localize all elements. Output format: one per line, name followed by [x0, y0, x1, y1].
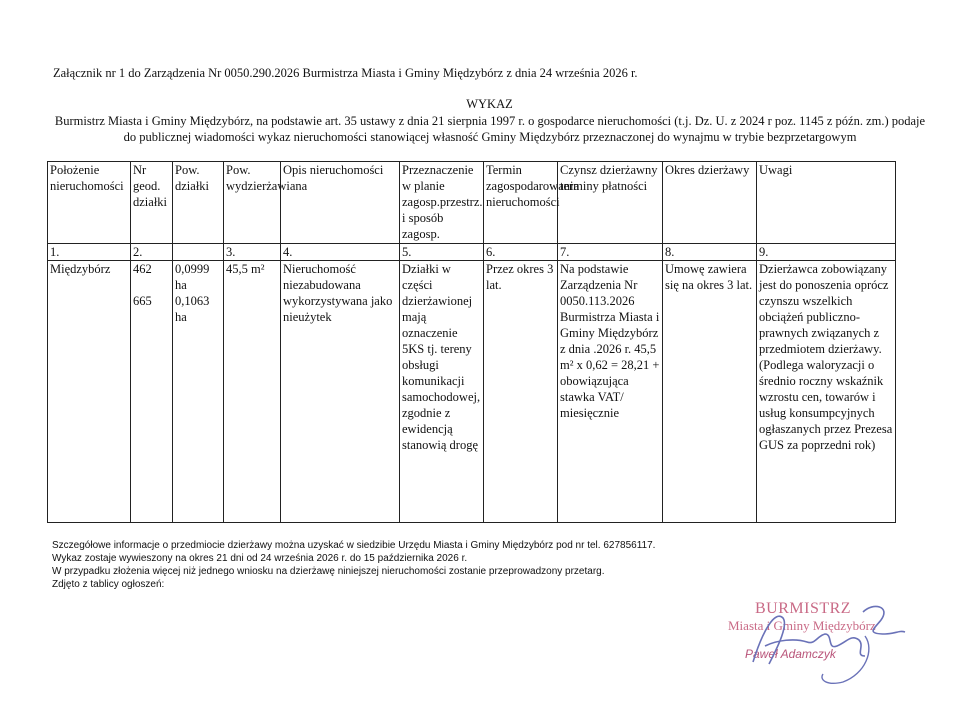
remarks-cell: Dzierżawca zobowiązany jest do ponoszenia oprócz czynszu wszelkich obciążeń publiczno-prawnych związanych z przedmiotem dzierżawy. (Podlega waloryzacji o średnio roczny wskaźnik wzrostu cen, towarów i usług konsumpcyjnych ogłaszanych przez Prezesa GUS za poprzedni rok) — [757, 261, 896, 523]
rent-cell: Na podstawie Zarządzenia Nr 0050.113.2026 Burmistrza Miasta i Gminy Międzybórz z dnia .2026 r. 45,5 m² x 0,62 = 28,21 + obowiązująca stawka VAT/ miesięcznie — [558, 261, 663, 523]
column-number: 7. — [558, 244, 663, 261]
leased-area-cell: 45,5 m² — [224, 261, 281, 523]
header-cell: Opis nieruchomości — [281, 162, 400, 244]
note-line: W przypadku złożenia więcej niż jednego wniosku na dzierżawę niniejszej nieruchomości zostanie przeprowadzony przetarg. — [52, 566, 605, 577]
header-cell: Przeznaczenie w planie zagosp.przestrz. i sposób zagosp. — [400, 162, 484, 244]
mayor-stamp — [715, 590, 915, 690]
intro-paragraph: Burmistrz Miasta i Gminy Międzybórz, na podstawie art. 35 ustawy z dnia 21 sierpnia 1997 r. o gospodarce nieruchomości (t.j. Dz. U. z 2024 r poz. 1145 z późn. zm.) podaje do publicznej wiadomości wykaz nieruchomości stanowiącej własność Gminy Międzybórz przeznaczonej do wynajmu w trybie bezprzetargowym — [54, 114, 926, 144]
header-cell: Nr geod. działki — [131, 162, 173, 244]
column-number: 3. — [224, 244, 281, 261]
table-header-row — [48, 162, 896, 244]
location-cell: Międzybórz — [48, 261, 131, 523]
property-table — [47, 161, 896, 523]
column-number: 6. — [484, 244, 558, 261]
stamp-name: Paweł Adamczyk — [745, 647, 836, 661]
development-term-cell: Przez okres 3 lat. — [484, 261, 558, 523]
column-number: 4. — [281, 244, 400, 261]
column-number: 2. — [131, 244, 173, 261]
area-value: 0,1063 ha — [175, 294, 210, 324]
parcel-cell — [131, 261, 173, 523]
stamp-title: BURMISTRZ — [755, 600, 852, 617]
header-cell: Pow. wydzierżawiana — [224, 162, 281, 244]
header-cell: Okres dzierżawy — [663, 162, 757, 244]
column-number — [173, 244, 224, 261]
header-cell: Położenie nieruchomości — [48, 162, 131, 244]
parcel-number: 665 — [133, 294, 152, 308]
attachment-line: Załącznik nr 1 do Zarządzenia Nr 0050.290.2026 Burmistrza Miasta i Gminy Międzybórz z dnia 24 września 2026 r. — [53, 66, 638, 80]
header-cell: Uwagi — [757, 162, 896, 244]
note-line: Zdjęto z tablicy ogłoszeń: — [52, 579, 165, 590]
header-cell: Pow. działki — [173, 162, 224, 244]
stamp-office: Miasta i Gminy Międzybórz — [728, 618, 876, 633]
purpose-cell: Działki w części dzierżawionej mają oznaczenie 5KS tj. tereny obsługi komunikacji samochodowej, zgodnie z ewidencją stanowią drogę — [400, 261, 484, 523]
lease-period-cell: Umowę zawiera się na okres 3 lat. — [663, 261, 757, 523]
header-cell: Czynsz dzierżawny terminy płatności — [558, 162, 663, 244]
column-number: 9. — [757, 244, 896, 261]
column-number: 1. — [48, 244, 131, 261]
note-line: Szczegółowe informacje o przedmiocie dzierżawy można uzyskać w siedzibie Urzędu Miasta i Gminy Międzybórz pod nr tel. 627856117. — [52, 540, 656, 551]
notes-block — [52, 539, 655, 591]
header-cell: Termin zagospodarowania nieruchomości — [484, 162, 558, 244]
handwritten-signature — [715, 590, 915, 690]
table-row — [48, 261, 896, 523]
parcel-number: 462 — [133, 262, 152, 276]
area-value: 0,0999 ha — [175, 262, 210, 292]
column-number-row — [48, 244, 896, 261]
document-title: WYKAZ — [466, 97, 513, 111]
area-cell — [173, 261, 224, 523]
note-line: Wykaz zostaje wywieszony na okres 21 dni od 24 września 2026 r. do 15 października 2026 r. — [52, 553, 468, 564]
column-number: 8. — [663, 244, 757, 261]
description-cell: Nieruchomość niezabudowana wykorzystywana jako nieużytek — [281, 261, 400, 523]
column-number: 5. — [400, 244, 484, 261]
